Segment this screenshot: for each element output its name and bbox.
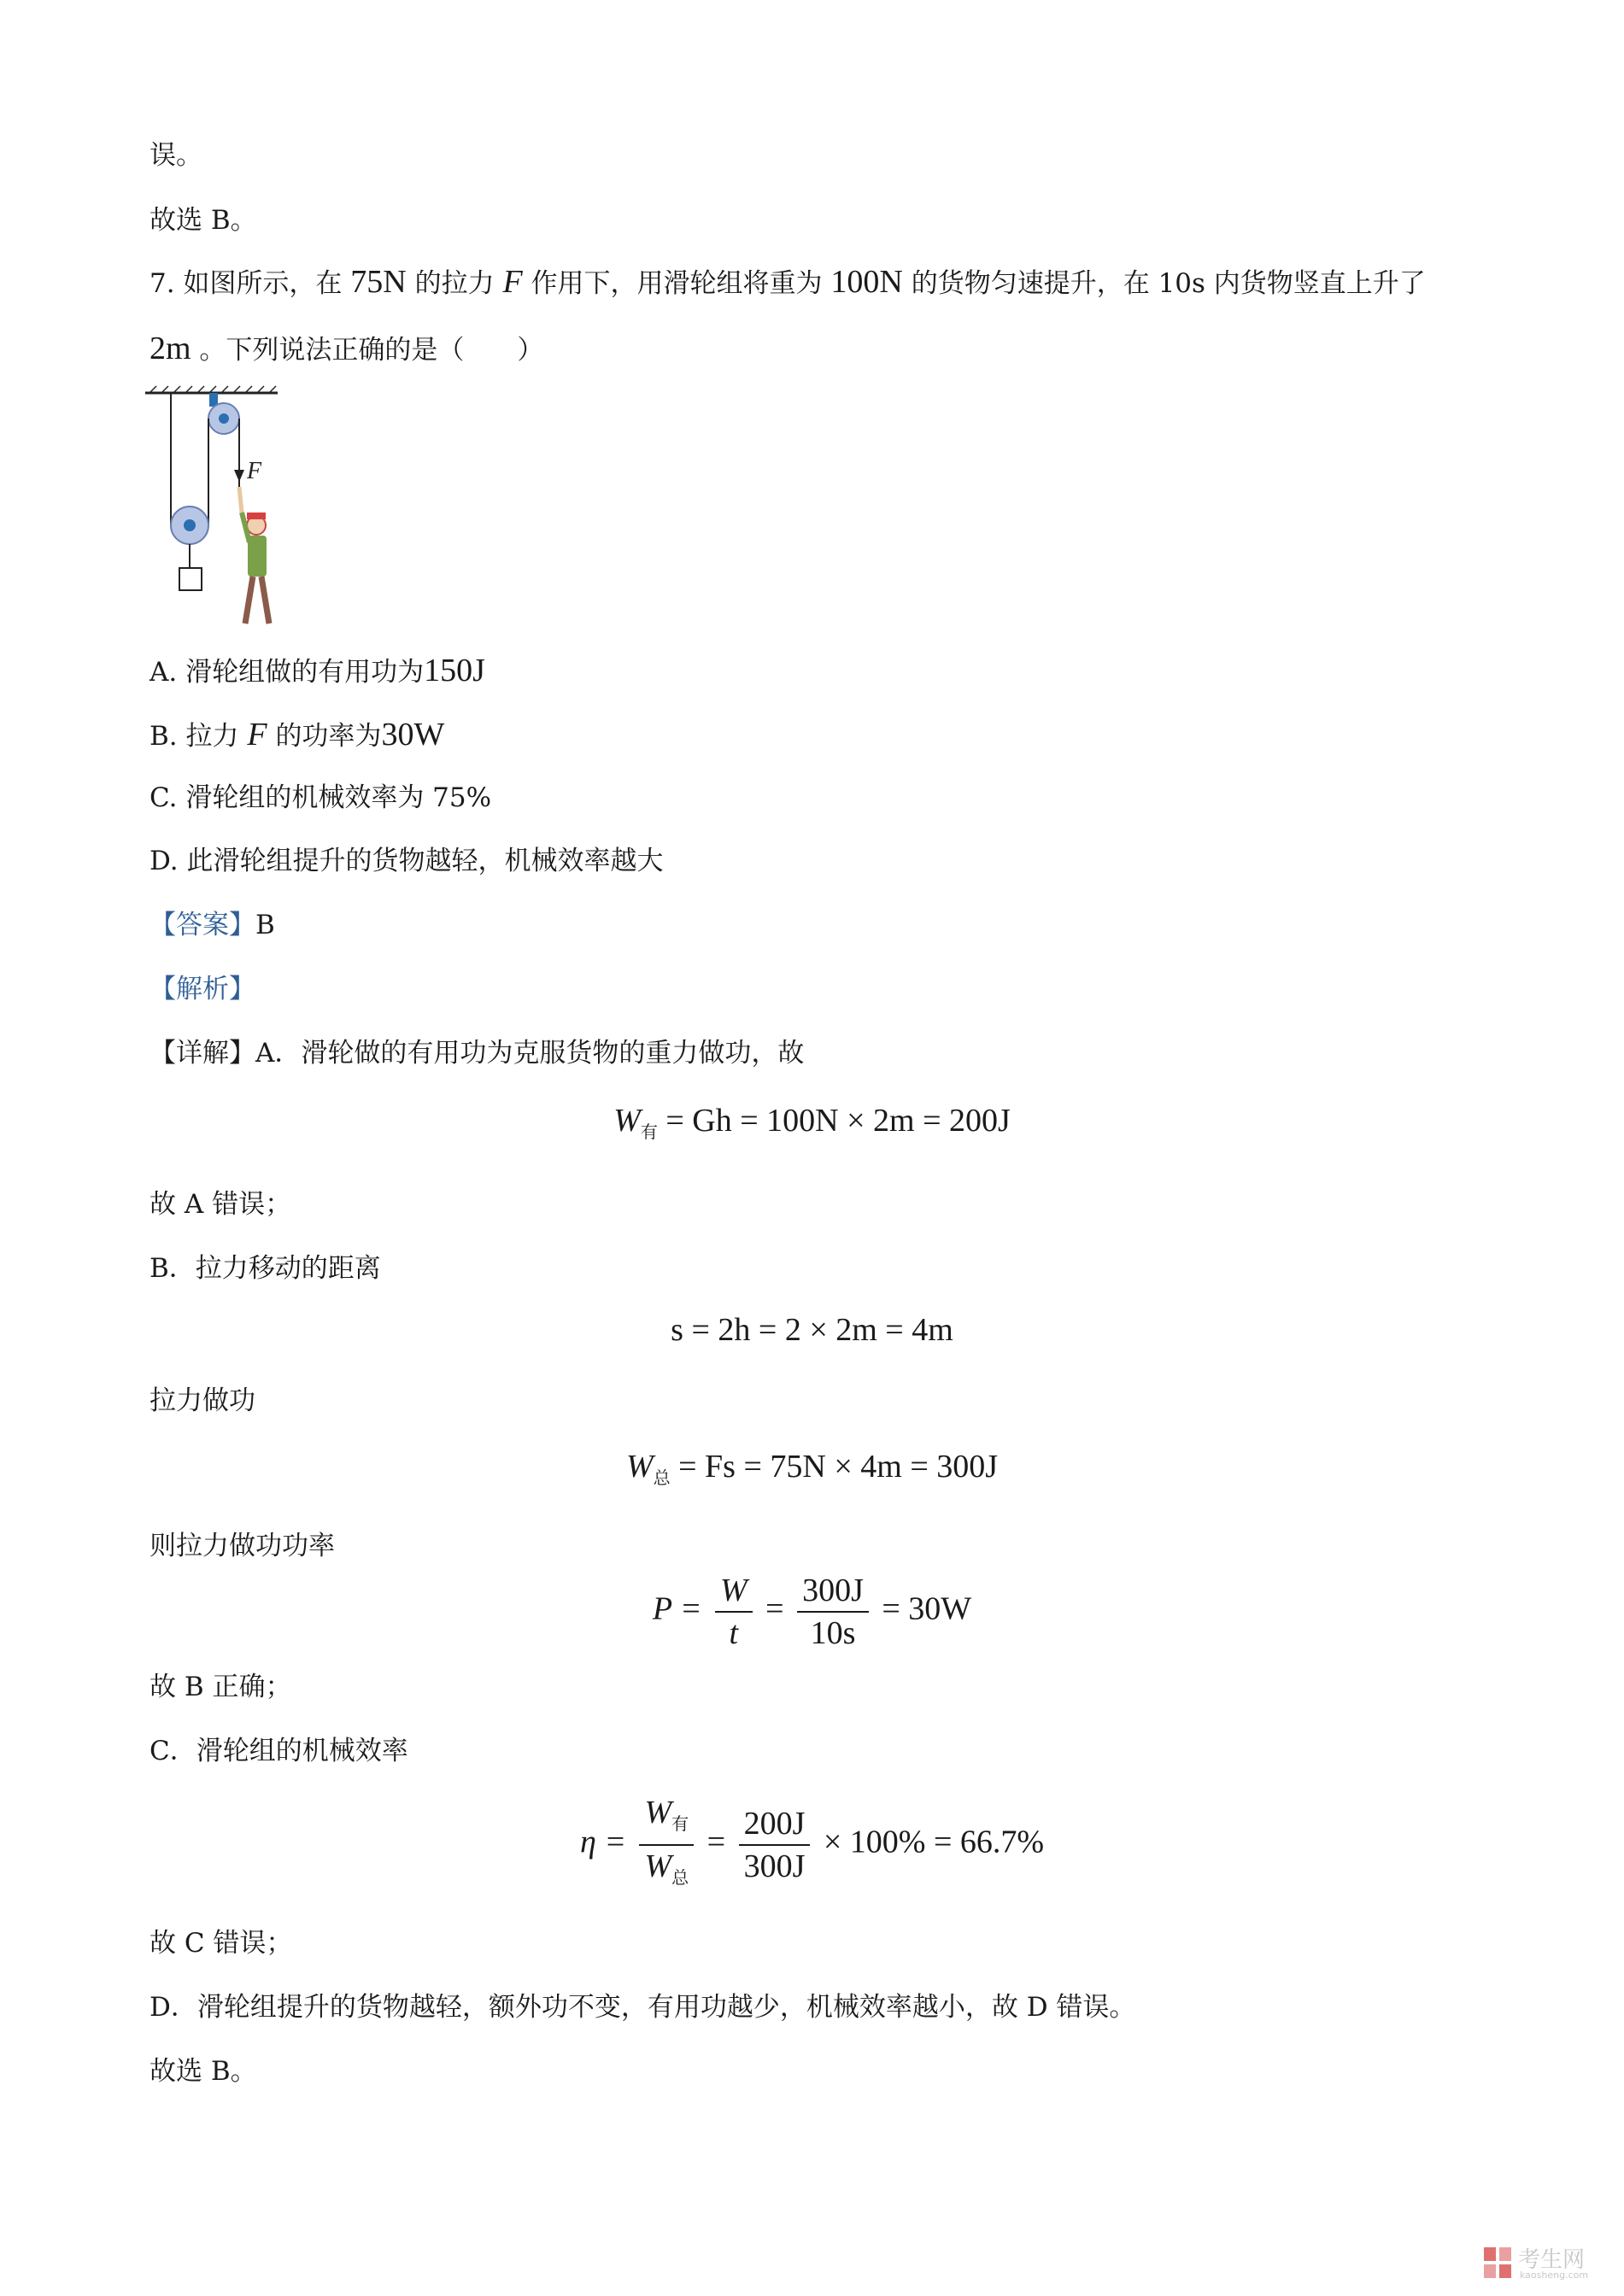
fraction — [739, 1805, 811, 1885]
option-b-text2: 的功率为 — [275, 721, 382, 752]
option-c: C. 滑轮组的机械效率为 75% — [150, 782, 492, 813]
text-line: 故 A 错误； — [150, 1189, 292, 1220]
stem-part: 的拉力 — [414, 268, 495, 299]
option-a-text: A. 滑轮组做的有用功为 — [150, 657, 425, 688]
option-d: D. 此滑轮组提升的货物越轻，机械效率越大 — [150, 846, 664, 876]
text-line: B．拉力移动的距离 — [150, 1253, 381, 1284]
detail-intro: 【详解】A．滑轮做的有用功为克服货物的重力做功，故 — [150, 1038, 805, 1069]
denominator — [639, 1846, 694, 1896]
eq-term: s = 2h = 2 × 2m = 4m — [671, 1312, 953, 1348]
eq-term: = — [706, 1824, 726, 1860]
fraction — [639, 1794, 694, 1896]
eq-subscript: 总 — [671, 1867, 689, 1888]
watermark-sub: kaosheng.com — [1520, 2270, 1589, 2281]
watermark — [1482, 2242, 1610, 2285]
text-line: 故 B 正确； — [150, 1672, 292, 1702]
question-7-stem-cont — [150, 331, 543, 367]
height-value: 2m — [150, 331, 191, 366]
text-line: D．滑轮组提升的货物越轻，额外功不变，有用功越少，机械效率越小，故 D 错误。 — [150, 1992, 1136, 2023]
eq-term: W — [644, 1795, 672, 1830]
eq-term: P = — [652, 1590, 702, 1627]
watermark-text: 考生网 — [1518, 2247, 1586, 2273]
eq-term: = 30W — [882, 1590, 972, 1627]
stem-part: 7. 如图所示，在 — [150, 268, 343, 299]
option-a — [150, 653, 485, 689]
text-line: 故 C 错误； — [150, 1928, 293, 1959]
fraction — [797, 1572, 869, 1652]
denominator: 300J — [743, 1848, 806, 1884]
eq-subscript: 有 — [671, 1813, 689, 1834]
numerator: W — [715, 1572, 753, 1613]
eq-term: η = — [579, 1824, 626, 1860]
eq-term: W — [625, 1449, 654, 1485]
eq-term: = — [765, 1590, 784, 1627]
numerator: 200J — [739, 1805, 811, 1846]
option-b-symbol: F — [247, 717, 267, 753]
option-b-text: B. 拉力 — [150, 721, 239, 752]
text-line: C．滑轮组的机械效率 — [150, 1736, 408, 1766]
weight-value: 100N — [830, 264, 903, 300]
equation-distance — [0, 1311, 1624, 1349]
stem-part: 的货物匀速提升，在 10s 内货物竖直上升了 — [911, 268, 1426, 299]
question-7-stem — [150, 265, 1426, 301]
text-line: 误。 — [150, 140, 202, 171]
eq-term: = Fs = 75N × 4m = 300J — [678, 1449, 999, 1485]
text-line: 故选 B。 — [150, 205, 257, 236]
option-b — [150, 718, 444, 753]
equation-total-work — [0, 1448, 1624, 1489]
numerator: 300J — [797, 1572, 869, 1613]
eq-term: W — [644, 1848, 672, 1884]
fraction — [715, 1572, 753, 1652]
stem-part: 。下列说法正确的是（ ） — [199, 335, 544, 366]
text-line: 故选 B。 — [150, 2056, 257, 2087]
pulley-figure — [141, 384, 295, 636]
eq-term: = Gh = 100N × 2m = 200J — [665, 1103, 1011, 1139]
eq-subscript: 总 — [653, 1467, 671, 1488]
person-figure — [239, 487, 269, 624]
cargo-box — [179, 568, 202, 590]
eq-term: × 100% = 66.7% — [823, 1824, 1045, 1860]
denominator: 10s — [810, 1615, 856, 1651]
force-value: 75N — [350, 264, 407, 300]
text-line: 则拉力做功功率 — [150, 1531, 335, 1561]
numerator — [639, 1794, 694, 1846]
answer-value: B — [255, 910, 275, 940]
eq-term: W — [613, 1103, 641, 1139]
equation-useful-work — [0, 1102, 1624, 1143]
denominator: t — [729, 1615, 739, 1651]
force-symbol: F — [502, 264, 523, 300]
force-label: F — [247, 458, 262, 484]
eq-subscript: 有 — [640, 1122, 658, 1142]
text-line: 拉力做功 — [150, 1385, 255, 1416]
option-a-value: 150J — [424, 653, 485, 688]
answer-line — [150, 908, 275, 942]
equation-power — [0, 1572, 1624, 1652]
answer-tag: 【答案】 — [150, 910, 255, 940]
watermark-logo-icon — [1482, 2246, 1513, 2280]
analysis-tag: 【解析】 — [150, 974, 255, 1004]
equation-efficiency — [0, 1794, 1624, 1896]
option-b-value: 30W — [381, 717, 445, 753]
stem-part: 作用下，用滑轮组将重为 — [531, 268, 823, 299]
